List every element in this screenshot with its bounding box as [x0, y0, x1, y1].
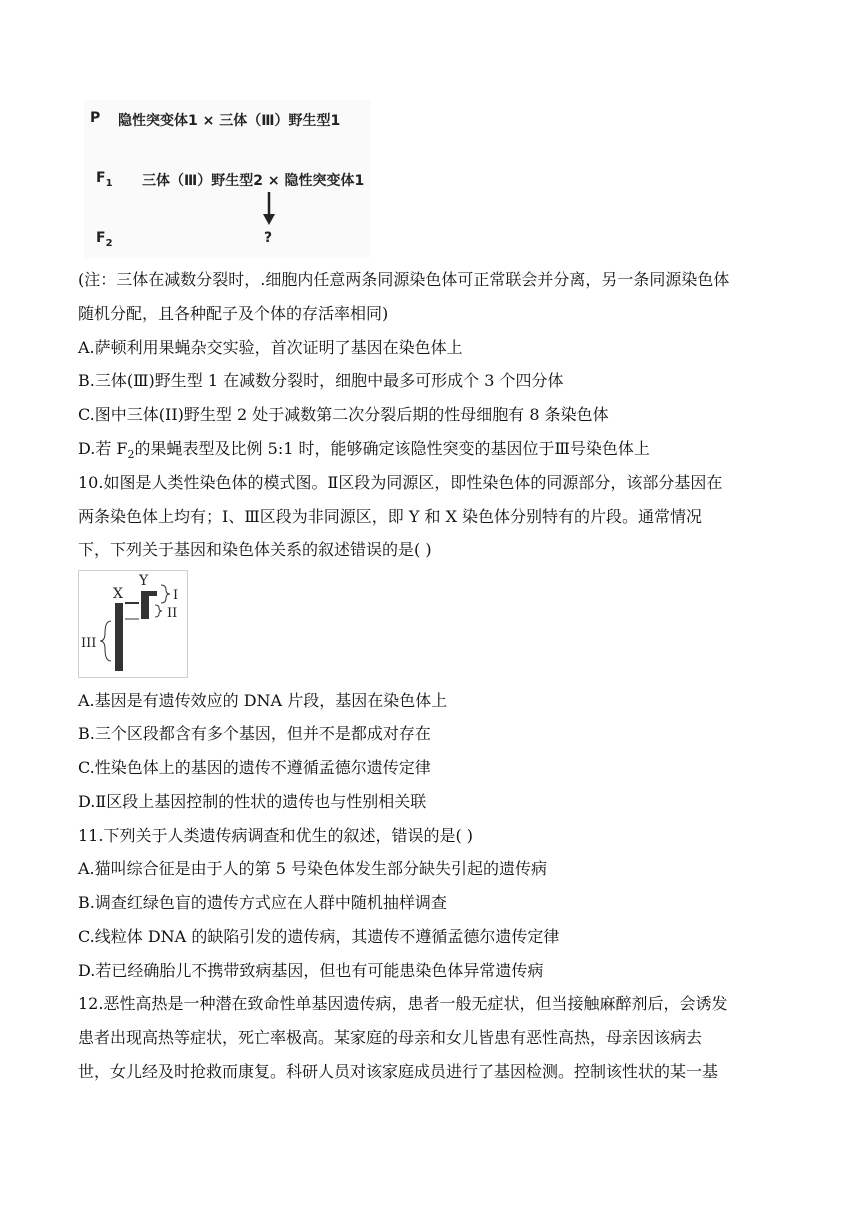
sex-chromosome-figure: [79, 571, 187, 677]
q9-option-b: B.三体(Ⅲ)野生型 1 在减数分裂时，细胞中最多可形成个 3 个四分体: [78, 371, 564, 390]
f2-result: ?: [264, 230, 273, 246]
f1-cross-text: 三体（Ⅲ）野生型2 × 隐性突变体1: [142, 173, 365, 189]
p-generation-label: P: [90, 110, 101, 126]
label-i: I: [173, 588, 179, 603]
q11-option-a: A.猫叫综合征是由于人的第 5 号染色体发生部分缺失引起的遗传病: [78, 859, 547, 878]
q10-option-a: A.基因是有遗传效应的 DNA 片段，基因在染色体上: [78, 691, 448, 710]
q10-stem-line-1: 10.如图是人类性染色体的模式图。Ⅱ区段为同源区，即性染色体的同源部分，该部分基因在: [78, 473, 723, 492]
q11-option-d: D.若已经确胎儿不携带致病基因，但也有可能患染色体异常遗传病: [78, 961, 544, 980]
q10-option-d: D.Ⅱ区段上基因控制的性状的遗传也与性别相关联: [78, 792, 427, 811]
x-chromosome: [115, 603, 123, 671]
q9-option-d: D.若 $F_2$的果蝇表型及比例 5:1 时，能够确定该隐性突变的基因位于Ⅲ号染色体上: [78, 439, 650, 462]
q11-stem: 11.下列关于人类遗传病调查和优生的叙述，错误的是( ): [78, 826, 474, 845]
q10-option-b: B.三个区段都含有多个基因，但并不是都成对存在: [78, 724, 431, 743]
p-cross-text: 隐性突变体1 × 三体（Ⅲ）野生型1: [118, 113, 341, 129]
q9-option-a: A.萨顿利用果蝇杂交实验，首次证明了基因在染色体上: [78, 338, 463, 357]
f2-generation-label: $F_2$: [96, 230, 113, 249]
label-ii: II: [167, 606, 178, 621]
label-y: Y: [139, 573, 149, 589]
q12-stem-line-3: 世，女儿经及时抢救而康复。科研人员对该家庭成员进行了基因检测。控制该性状的某一基: [78, 1062, 719, 1081]
q10-stem-line-2: 两条染色体上均有；Ⅰ、Ⅲ区段为非同源区，即 Y 和 X 染色体分别特有的片段。通常情况: [78, 507, 703, 526]
down-arrow-icon: [262, 192, 276, 226]
q10-option-c: C.性染色体上的基因的遗传不遵循孟德尔遗传定律: [78, 758, 431, 777]
q11-option-b: B.调查红绿色盲的遗传方式应在人群中随机抽样调查: [78, 893, 447, 912]
f1-generation-label: $F_1$: [96, 170, 113, 189]
label-iii: III: [81, 636, 97, 651]
q11-option-c: C.线粒体 DNA 的缺陷引发的遗传病，其遗传不遵循孟德尔遗传定律: [78, 927, 560, 946]
note-line-1: (注：三体在减数分裂时，.细胞内任意两条同源染色体可正常联会并分离，另一条同源染色体: [78, 270, 730, 289]
q12-stem-line-1: 12.恶性高热是一种潜在致命性单基因遗传病，患者一般无症状，但当接触麻醉剂后，会诱发: [78, 994, 728, 1013]
q9-option-c: C.图中三体(II)野生型 2 处于减数第二次分裂后期的性母细胞有 8 条染色体: [78, 405, 609, 424]
q12-stem-line-2: 患者出现高热等症状，死亡率极高。某家庭的母亲和女儿皆患有恶性高热，母亲因该病去: [78, 1028, 703, 1047]
sex-chromosome-diagram: [78, 570, 188, 678]
label-x: X: [113, 586, 123, 602]
note-line-2: 随机分配，且各种配子及个体的存活率相同): [78, 304, 389, 323]
q10-stem-line-3: 下，下列关于基因和染色体关系的叙述错误的是( ): [78, 540, 432, 559]
cross-diagram: [84, 100, 370, 258]
